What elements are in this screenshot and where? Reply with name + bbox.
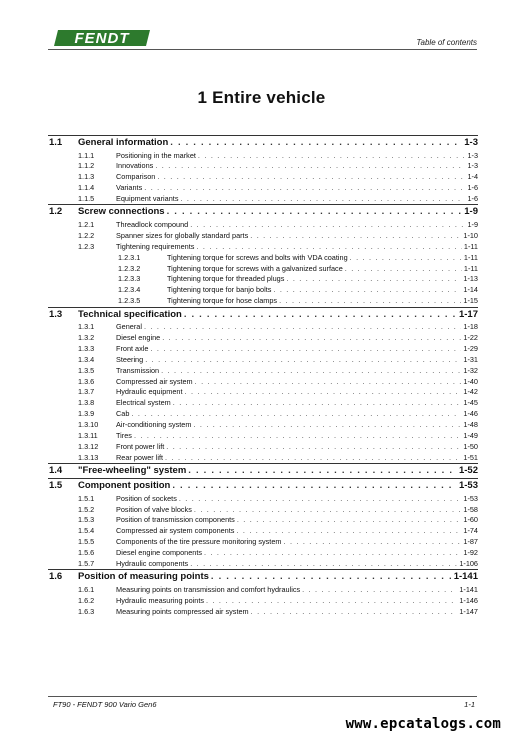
toc-entry-page: 1-11 [463, 241, 478, 251]
toc-section-number: 1.3 [49, 308, 63, 320]
fendt-logo [54, 28, 150, 48]
toc-entry[interactable] [48, 343, 478, 354]
toc-entry-title: General [116, 322, 142, 332]
leader-dots [131, 409, 461, 418]
toc-entry[interactable] [48, 504, 478, 515]
toc-entry-page: 1-3 [467, 161, 478, 171]
leader-dots [145, 355, 461, 364]
toc-section-page: 1-3 [464, 137, 478, 148]
toc-entry-number: 1.3.8 [78, 398, 95, 408]
toc-entry-title: Components of the tire pressure monitoring system [116, 537, 282, 547]
toc-entry-title: Spanner sizes for globally standard parts [116, 230, 249, 240]
toc-entry-page: 1-14 [463, 285, 478, 295]
toc-entry-page: 1-31 [463, 354, 478, 364]
toc-subsubentry[interactable] [48, 274, 478, 285]
toc-entry-title: Diesel engine components [116, 548, 202, 558]
toc-entry[interactable] [48, 183, 478, 194]
toc-entry-number: 1.1.1 [78, 150, 95, 160]
toc-entry-number: 1.3.12 [78, 441, 99, 451]
toc-entry-number: 1.3.1 [78, 322, 95, 332]
toc-entry-title: Position of valve blocks [116, 504, 192, 514]
toc-entry-title: Tires [116, 430, 132, 440]
toc-section [48, 478, 478, 569]
toc-entry-page: 1-51 [463, 452, 478, 462]
toc-entry[interactable] [48, 219, 478, 230]
toc-entry[interactable] [48, 584, 478, 595]
leader-dots [193, 420, 461, 429]
leader-dots [155, 161, 465, 170]
leader-dots [190, 220, 465, 229]
toc-entry-number: 1.5.1 [78, 493, 95, 503]
leader-dots [206, 596, 457, 605]
toc-entry-number: 1.2.2 [78, 230, 95, 240]
toc-section-page: 1-53 [458, 480, 478, 492]
toc-entry-page: 1-58 [463, 504, 478, 514]
toc-entry-page: 1-4 [467, 172, 478, 182]
leader-dots [185, 387, 462, 396]
toc-section-number: 1.6 [49, 571, 63, 583]
toc-entry-title: Steering [116, 354, 144, 364]
toc-entry[interactable] [48, 194, 478, 205]
leader-dots [204, 548, 461, 557]
leader-dots [190, 559, 457, 568]
toc-entry-title: Tightening torque for hose clamps [167, 296, 278, 306]
toc-entry-page: 1-147 [459, 606, 478, 616]
leader-dots [150, 344, 461, 353]
toc-entry-title: Measuring points on transmission and comfort hydraulics [116, 584, 301, 594]
toc-entry[interactable] [48, 559, 478, 570]
leader-dots [286, 274, 461, 283]
toc-entry-page: 1-46 [463, 409, 478, 419]
toc-entry-number: 1.6.1 [78, 584, 95, 594]
leader-dots [180, 194, 465, 203]
footer-document-id: FT90 - FENDT 900 Vario Gen6 [53, 700, 157, 709]
toc-entry-title: Threadlock compound [116, 219, 189, 229]
toc-entry-title: Tightening torque for screws and bolts with VDA coating [167, 252, 348, 262]
toc-entry-page: 1-22 [463, 332, 478, 342]
toc-entry-number: 1.5.6 [78, 548, 95, 558]
toc-entry[interactable] [48, 441, 478, 452]
header-section-label: Table of contents [416, 38, 477, 47]
toc-entry-number: 1.2.3 [78, 241, 95, 251]
toc-entry[interactable] [48, 230, 478, 241]
toc-entry-page: 1-6 [467, 183, 478, 193]
toc-section-page: 1-52 [458, 465, 478, 477]
leader-dots [350, 253, 462, 262]
toc-entry-page: 1-60 [463, 515, 478, 525]
toc-entry-page: 1-3 [467, 150, 478, 160]
toc-entry[interactable] [48, 409, 478, 420]
toc-entry[interactable] [48, 606, 478, 617]
toc-entry[interactable] [48, 387, 478, 398]
toc-entry-page: 1-11 [463, 263, 478, 273]
leader-dots [211, 571, 452, 582]
header-divider [48, 49, 477, 50]
toc-entry-number: 1.2.3.3 [118, 274, 141, 284]
toc-entry-title: Transmission [116, 365, 160, 375]
toc-entry-title: Tightening torque for screws with a galvanized surface [167, 263, 343, 273]
toc-entry[interactable] [48, 548, 478, 559]
leader-dots [157, 172, 465, 181]
toc-entry-page: 1-74 [463, 526, 478, 536]
toc-entry-number: 1.2.3.1 [118, 252, 141, 262]
footer-page-number: 1-1 [464, 700, 475, 709]
toc-entry-title: Variants [116, 183, 143, 193]
toc-section-page: 1-9 [464, 206, 478, 218]
toc-entry-number: 1.3.2 [78, 332, 95, 342]
toc-entry-number: 1.1.3 [78, 172, 95, 182]
leader-dots [184, 309, 457, 320]
toc-section-page: 1-141 [453, 571, 478, 583]
leader-dots [167, 206, 463, 217]
toc-entry[interactable] [48, 452, 478, 463]
toc-entry-number: 1.3.9 [78, 409, 95, 419]
toc-section-heading[interactable] [48, 569, 478, 584]
toc-section-number: 1.2 [49, 206, 63, 218]
toc-entry-page: 1-53 [463, 493, 478, 503]
toc-entry-title: Hydraulic components [116, 559, 189, 568]
toc-entry-title: Front axle [116, 343, 149, 353]
leader-dots [161, 366, 461, 375]
toc-entry-number: 1.1.4 [78, 183, 95, 193]
toc-entry[interactable] [48, 150, 478, 161]
toc-entry-number: 1.2.3.2 [118, 263, 141, 273]
watermark-url: www.epcatalogs.com [345, 716, 501, 732]
toc-entry-page: 1-141 [459, 584, 478, 594]
leader-dots [196, 242, 462, 251]
toc-section-title: "Free-wheeling" system [78, 465, 187, 477]
toc-entry-page: 1-49 [463, 430, 478, 440]
toc-entry[interactable] [48, 398, 478, 409]
toc-entry-number: 1.6.2 [78, 595, 95, 605]
toc-entry-title: Hydraulic equipment [116, 387, 183, 397]
toc-section-title: Position of measuring points [78, 571, 209, 583]
toc-entry-page: 1-42 [463, 387, 478, 397]
leader-dots [188, 465, 457, 476]
toc-entry-title: Innovations [116, 161, 154, 171]
toc-entry[interactable] [48, 493, 478, 504]
toc-section-title: Component position [78, 480, 171, 492]
toc-section-title: Screw connections [78, 206, 165, 218]
toc-entry-title: Positioning in the market [116, 150, 196, 160]
toc-entry-page: 1-87 [463, 537, 478, 547]
toc-entry[interactable] [48, 515, 478, 526]
toc-section-number: 1.5 [49, 480, 63, 492]
leader-dots [165, 453, 461, 462]
toc-section-heading[interactable] [48, 463, 478, 478]
toc-entry-number: 1.3.11 [78, 430, 98, 440]
leader-dots [134, 431, 461, 440]
toc-entry-title: Hydraulic measuring points [116, 595, 205, 605]
toc-section-number: 1.4 [49, 465, 63, 477]
leader-dots [179, 494, 462, 503]
toc-entry-page: 1-9 [467, 219, 478, 229]
svg-text:FENDT: FENDT [74, 30, 130, 47]
toc-entry-number: 1.5.7 [78, 559, 95, 568]
toc-entry-title: Equipment variants [116, 194, 179, 204]
footer-divider [48, 696, 477, 697]
toc-entry[interactable] [48, 172, 478, 183]
toc-entry-number: 1.1.5 [78, 194, 95, 204]
toc-entry-number: 1.5.3 [78, 515, 95, 525]
toc-entry-number: 1.6.3 [78, 606, 95, 616]
leader-dots [166, 442, 461, 451]
toc-entry-title: Cab [116, 409, 130, 419]
toc-entry-page: 1-40 [463, 376, 478, 386]
toc-entry-title: Measuring points compressed air system [116, 606, 249, 616]
toc-entry[interactable] [48, 332, 478, 343]
toc-section-title: Technical specification [78, 308, 182, 320]
toc-entry-title: Diesel engine [116, 332, 161, 342]
toc-entry-title: Tightening torque for banjo bolts [167, 285, 272, 295]
toc-entry-number: 1.5.4 [78, 526, 95, 536]
toc-entry[interactable] [48, 322, 478, 333]
toc-entry-number: 1.3.6 [78, 376, 95, 386]
toc-entry-page: 1-11 [463, 252, 478, 262]
toc-section-heading[interactable] [48, 307, 478, 322]
leader-dots [237, 515, 462, 524]
toc-entry-number: 1.3.4 [78, 354, 95, 364]
toc-section [48, 204, 478, 306]
toc-entry[interactable] [48, 420, 478, 431]
toc-section-title: General information [78, 137, 169, 148]
toc-entry[interactable] [48, 595, 478, 606]
toc-entry-number: 1.2.1 [78, 219, 95, 229]
toc-entry-title: Compressed air system [116, 376, 193, 386]
toc-entry[interactable] [48, 161, 478, 172]
toc-entry-number: 1.3.10 [78, 420, 99, 430]
leader-dots [283, 537, 461, 546]
toc-entry-page: 1-92 [463, 548, 478, 558]
toc-entry-page: 1-6 [467, 194, 478, 204]
leader-dots [198, 151, 466, 160]
toc-entry-page: 1-48 [463, 420, 478, 430]
toc-entry[interactable] [48, 354, 478, 365]
table-of-contents [48, 135, 478, 617]
toc-entry-title: Rear power lift [116, 452, 164, 462]
toc-section-heading[interactable] [48, 204, 478, 219]
toc-entry-title: Compressed air system components [116, 526, 235, 536]
leader-dots [251, 607, 458, 616]
toc-entry-number: 1.5.5 [78, 537, 95, 547]
toc-entry-title: Electrical system [116, 398, 171, 408]
toc-section [48, 463, 478, 478]
toc-entry-number: 1.3.3 [78, 343, 95, 353]
leader-dots [173, 398, 462, 407]
toc-entry[interactable] [48, 241, 478, 252]
toc-section [48, 135, 478, 204]
toc-entry[interactable] [48, 365, 478, 376]
toc-entry-number: 1.1.2 [78, 161, 95, 171]
toc-entry-page: 1-32 [463, 365, 478, 375]
toc-entry-page: 1-15 [463, 296, 478, 306]
toc-entry[interactable] [48, 430, 478, 441]
toc-entry-title: Front power lift [116, 441, 165, 451]
toc-subsubentry[interactable] [48, 263, 478, 274]
toc-section-number: 1.1 [49, 137, 63, 148]
toc-section-page: 1-17 [458, 308, 478, 320]
toc-entry-page: 1-29 [463, 343, 478, 353]
leader-dots [195, 377, 462, 386]
leader-dots [273, 285, 461, 294]
leader-dots [250, 231, 461, 240]
toc-subsubentry[interactable] [48, 285, 478, 296]
toc-subsubentry[interactable] [48, 296, 478, 307]
toc-section [48, 307, 478, 464]
toc-entry-number: 1.3.7 [78, 387, 95, 397]
toc-section-heading[interactable] [48, 135, 478, 150]
leader-dots [144, 322, 461, 331]
toc-entry-title: Tightening requirements [116, 241, 195, 251]
leader-dots [144, 183, 465, 192]
leader-dots [302, 585, 457, 594]
toc-entry-number: 1.2.3.5 [118, 296, 141, 306]
toc-entry[interactable] [48, 376, 478, 387]
leader-dots [172, 480, 457, 491]
toc-entry-number: 1.5.2 [78, 504, 95, 514]
leader-dots [279, 296, 461, 305]
toc-entry-number: 1.3.13 [78, 452, 99, 462]
toc-entry-number: 1.3.5 [78, 365, 95, 375]
chapter-title: 1 Entire vehicle [197, 88, 326, 107]
leader-dots [162, 333, 461, 342]
toc-section-heading[interactable] [48, 478, 478, 493]
leader-dots [236, 526, 461, 535]
toc-entry-page: 1-13 [463, 274, 478, 284]
toc-entry-page: 1-18 [463, 322, 478, 332]
toc-section [48, 569, 478, 617]
toc-entry-page: 1-50 [463, 441, 478, 451]
leader-dots [194, 505, 462, 514]
toc-entry[interactable] [48, 537, 478, 548]
toc-entry-title: Position of sockets [116, 493, 177, 503]
toc-entry-page: 1-45 [463, 398, 478, 408]
toc-entry-number: 1.2.3.4 [118, 285, 141, 295]
toc-entry-title: Air-conditioning system [116, 420, 192, 430]
toc-entry-title: Tightening torque for threaded plugs [167, 274, 285, 284]
toc-entry[interactable] [48, 526, 478, 537]
toc-entry-title: Comparison [116, 172, 156, 182]
leader-dots [170, 137, 462, 148]
toc-subsubentry[interactable] [48, 252, 478, 263]
leader-dots [345, 264, 462, 273]
toc-entry-page: 1-10 [463, 230, 478, 240]
toc-entry-page: 1-146 [459, 595, 478, 605]
toc-entry-page: 1-106 [459, 559, 478, 568]
toc-entry-title: Position of transmission components [116, 515, 235, 525]
